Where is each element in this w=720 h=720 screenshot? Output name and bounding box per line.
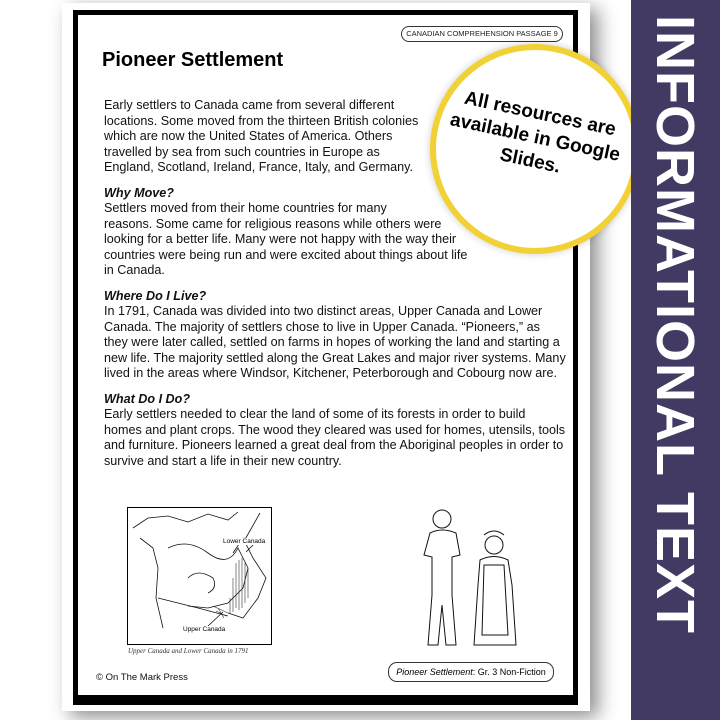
map-drawing [128,508,271,644]
upper-canada-label: Upper Canada [183,626,226,633]
book-title: Pioneer Settlement [396,667,473,677]
side-banner [631,0,720,720]
what-paragraph: Early settlers needed to clear the land of some of its forests in order to build homes and plant crops. The wood they cleared was used for homes, utensils, tools and furniture. Pioneers learned a great deal from the Aboriginal peoples in order to survive and start a life in their new country. [104,407,566,468]
page-title: Pioneer Settlement [102,49,284,71]
copyright: © On The Mark Press [96,672,188,683]
canada-map [127,507,272,645]
intro-paragraph: Early settlers to Canada came from several different locations. Some moved from the thirteen British colonies which are now the United States of America. Others travelled by sea from such countries in Europe as England, Scotland, Ireland, France, Italy, and Germany. [104,98,419,174]
map-caption: Upper Canada and Lower Canada in 1791 [128,647,249,655]
badge-text: All resources are available in Google Slides. [448,87,622,178]
passage-tag: CANADIAN COMPREHENSION PASSAGE 9 [401,26,563,42]
google-slides-badge [430,44,640,254]
banner-text: INFORMATIONAL TEXT [645,15,705,634]
lower-canada-label: Lower Canada [223,538,266,545]
what-heading: What Do I Do? [104,391,191,406]
where-paragraph: In 1791, Canada was divided into two distinct areas, Upper Canada and Lower Canada. The majority of settlers chose to live in Upper Canada. “Pioneers,” as they were later called, settled on farms in hopes of working the land and starting a new life. The majority settled along the Great Lakes and major river systems. Many lived in the areas where Windsor, Kitchener, Peterborough and Cobourg now are. [104,304,566,380]
why-paragraph: Settlers moved from their home countries for many reasons. Some came for religious reasons while others were looking for a better life. Many were not happy with the way their countries were being run and were excited about things about life in Canada. [104,201,468,277]
why-heading: Why Move? [104,185,174,200]
book-grade: : Gr. 3 Non-Fiction [472,667,546,677]
pioneer-children-illustration [412,505,522,655]
where-heading: Where Do I Live? [104,288,207,303]
book-label [388,662,554,682]
